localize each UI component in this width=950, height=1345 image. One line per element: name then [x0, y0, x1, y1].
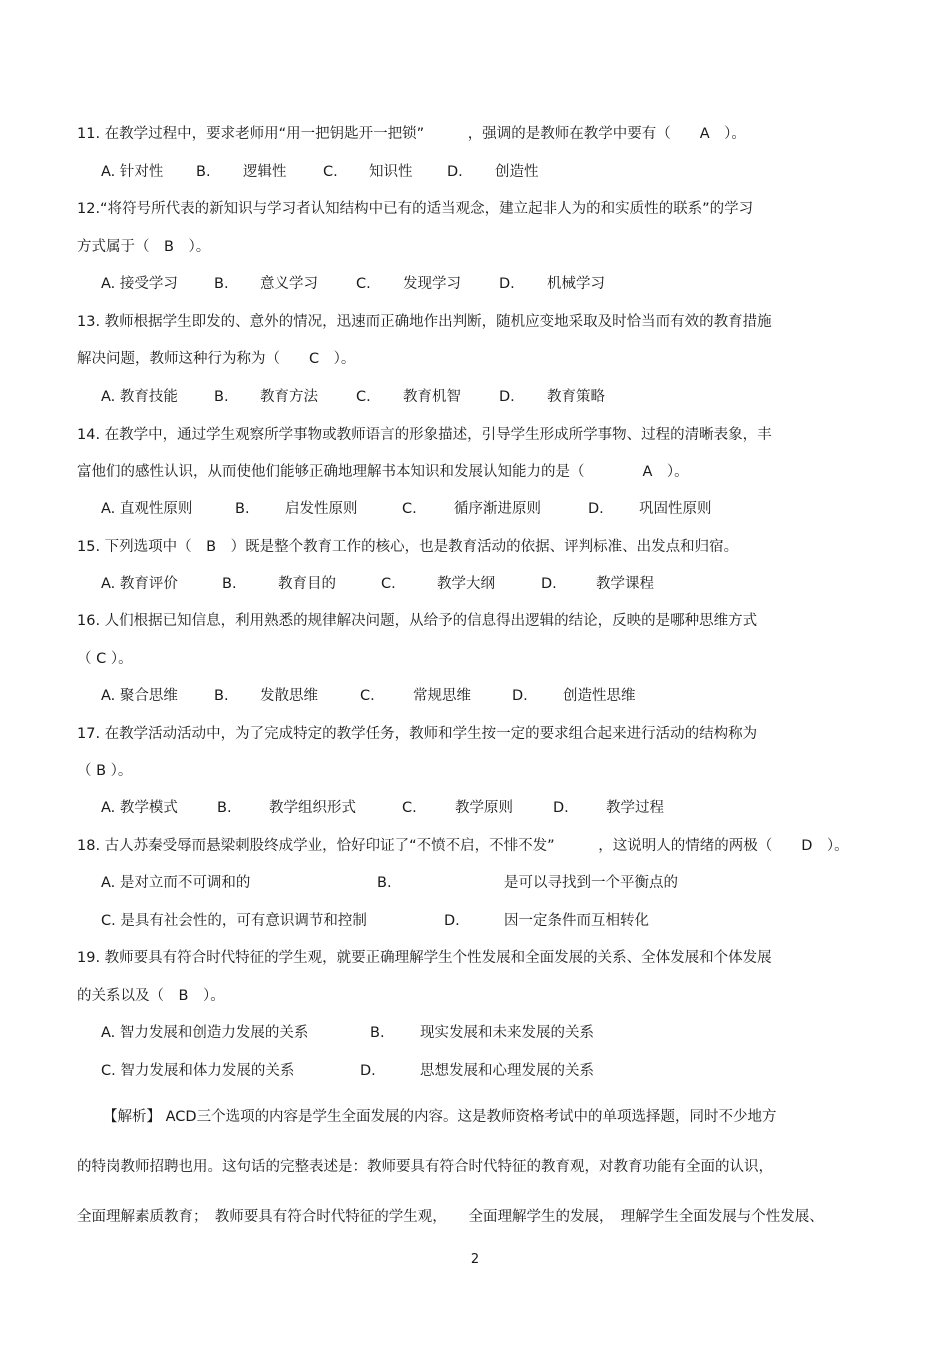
option-b-letter: B. [235, 501, 250, 517]
option-c: 发现学习 [403, 276, 461, 292]
option-c: C. 是具有社会性的，可有意识调节和控制 [101, 913, 367, 929]
question-14-stem-cont: 富他们的感性认识，从而使他们能够正确地理解书本知识和发展认知能力的是（ A ）。 [77, 464, 689, 480]
analysis-line-2: 的特岗教师招聘也用。这句话的完整表述是：教师要具有符合时代特征的教育观，对教育功能有全面的认识， [77, 1159, 773, 1175]
option-c: 常规思维 [413, 688, 471, 704]
question-18-stem: 18. 古人苏秦受辱而悬梁刺股终成学业，恰好印证了“不愤不启，不悱不发” ，这说明人的情绪的两极（ D ）。 [77, 838, 849, 854]
option-b: 现实发展和未来发展的关系 [420, 1025, 594, 1041]
option-d-letter: D. [499, 389, 515, 405]
option-c-letter: C. [402, 800, 417, 816]
option-c: 知识性 [369, 164, 413, 180]
option-b: 是可以寻找到一个平衡点的 [504, 875, 678, 891]
question-17-stem: 17. 在教学活动活动中，为了完成特定的教学任务，教师和学生按一定的要求组合起来进行活动的结构称为 [77, 726, 758, 742]
option-b-letter: B. [214, 389, 229, 405]
option-d-letter: D. [447, 164, 463, 180]
question-13-stem-cont: 解决问题，教师这种行为称为（ C ）。 [77, 351, 356, 367]
option-b: 启发性原则 [285, 501, 358, 517]
option-b: 教育目的 [278, 576, 336, 592]
option-a: A. 教育评价 [101, 576, 178, 592]
option-d: 创造性思维 [563, 688, 636, 704]
option-d-letter: D. [541, 576, 557, 592]
analysis-line-1: 【解析】 ACD三个选项的内容是学生全面发展的内容。这是教师资格考试中的单项选择题，同时不少地方 [103, 1109, 777, 1125]
option-b-letter: B. [222, 576, 237, 592]
option-d-letter: D. [512, 688, 528, 704]
option-d-letter: D. [499, 276, 515, 292]
option-c: 循序渐进原则 [454, 501, 541, 517]
option-a: A. 直观性原则 [101, 501, 193, 517]
option-b-letter: B. [377, 875, 392, 891]
option-b-letter: B. [196, 164, 211, 180]
option-d: 思想发展和心理发展的关系 [420, 1063, 594, 1079]
option-b-letter: B. [217, 800, 232, 816]
option-a: A. 接受学习 [101, 276, 178, 292]
option-a: A. 是对立而不可调和的 [101, 875, 251, 891]
option-d: 创造性 [495, 164, 539, 180]
option-d: 教学过程 [606, 800, 664, 816]
question-13-stem: 13. 教师根据学生即发的、意外的情况，迅速而正确地作出判断，随机应变地采取及时恰当而有效的教育措施 [77, 314, 772, 330]
option-c-letter: C. [360, 688, 375, 704]
option-c: 教育机智 [403, 389, 461, 405]
question-16-stem-cont: （ C ）。 [77, 651, 133, 667]
option-c-letter: C. [356, 276, 371, 292]
question-15-stem: 15. 下列选项中（ B ）既是整个教育工作的核心，也是教育活动的依据、评判标准、出发点和归宿。 [77, 539, 739, 555]
option-a: A. 教育技能 [101, 389, 178, 405]
option-d-letter: D. [588, 501, 604, 517]
option-c-letter: C. [402, 501, 417, 517]
question-19-stem-cont: 的关系以及（ B ）。 [77, 988, 225, 1004]
option-a: A. 聚合思维 [101, 688, 178, 704]
option-c: 教学原则 [455, 800, 513, 816]
option-b: 教育方法 [260, 389, 318, 405]
question-19-stem: 19. 教师要具有符合时代特征的学生观，就要正确理解学生个性发展和全面发展的关系、全体发展和个体发展 [77, 950, 772, 966]
option-b: 意义学习 [260, 276, 318, 292]
option-d-letter: D. [444, 913, 460, 929]
option-d-letter: D. [360, 1063, 376, 1079]
option-b-letter: B. [214, 688, 229, 704]
question-12-stem: 12.“将符号所代表的新知识与学习者认知结构中已有的适当观念，建立起非人为的和实质性的联系”的学习 [77, 201, 754, 217]
option-c: 教学大纲 [437, 576, 495, 592]
question-11-stem: 11. 在教学过程中，要求老师用“用一把钥匙开一把锁” ，强调的是教师在教学中要有（ A ）。 [77, 126, 746, 142]
option-b: 发散思维 [260, 688, 318, 704]
question-16-stem: 16. 人们根据已知信息，利用熟悉的规律解决问题，从给予的信息得出逻辑的结论，反映的是哪种思维方式 [77, 613, 758, 629]
option-d-letter: D. [553, 800, 569, 816]
option-c-letter: C. [381, 576, 396, 592]
option-b-letter: B. [214, 276, 229, 292]
option-b: 逻辑性 [243, 164, 287, 180]
option-c-letter: C. [323, 164, 338, 180]
option-d: 巩固性原则 [639, 501, 712, 517]
option-c: C. 智力发展和体力发展的关系 [101, 1063, 295, 1079]
option-a: A. 针对性 [101, 164, 164, 180]
option-a: A. 教学模式 [101, 800, 178, 816]
page-number: 2 [470, 1252, 480, 1267]
question-12-stem-cont: 方式属于（ B ）。 [77, 239, 211, 255]
option-d: 教学课程 [596, 576, 654, 592]
option-d: 因一定条件而互相转化 [504, 913, 649, 929]
analysis-line-3: 全面理解素质教育； 教师要具有符合时代特征的学生观， 全面理解学生的发展， 理解学生全面发展与个性发展、 [77, 1209, 824, 1225]
option-b: 教学组织形式 [269, 800, 356, 816]
option-d: 机械学习 [547, 276, 605, 292]
option-b-letter: B. [370, 1025, 385, 1041]
option-d: 教育策略 [547, 389, 605, 405]
option-c-letter: C. [356, 389, 371, 405]
question-14-stem: 14. 在教学中，通过学生观察所学事物或教师语言的形象描述，引导学生形成所学事物、过程的清晰表象，丰 [77, 427, 772, 443]
option-a: A. 智力发展和创造力发展的关系 [101, 1025, 309, 1041]
question-17-stem-cont: （ B ）。 [77, 763, 133, 779]
